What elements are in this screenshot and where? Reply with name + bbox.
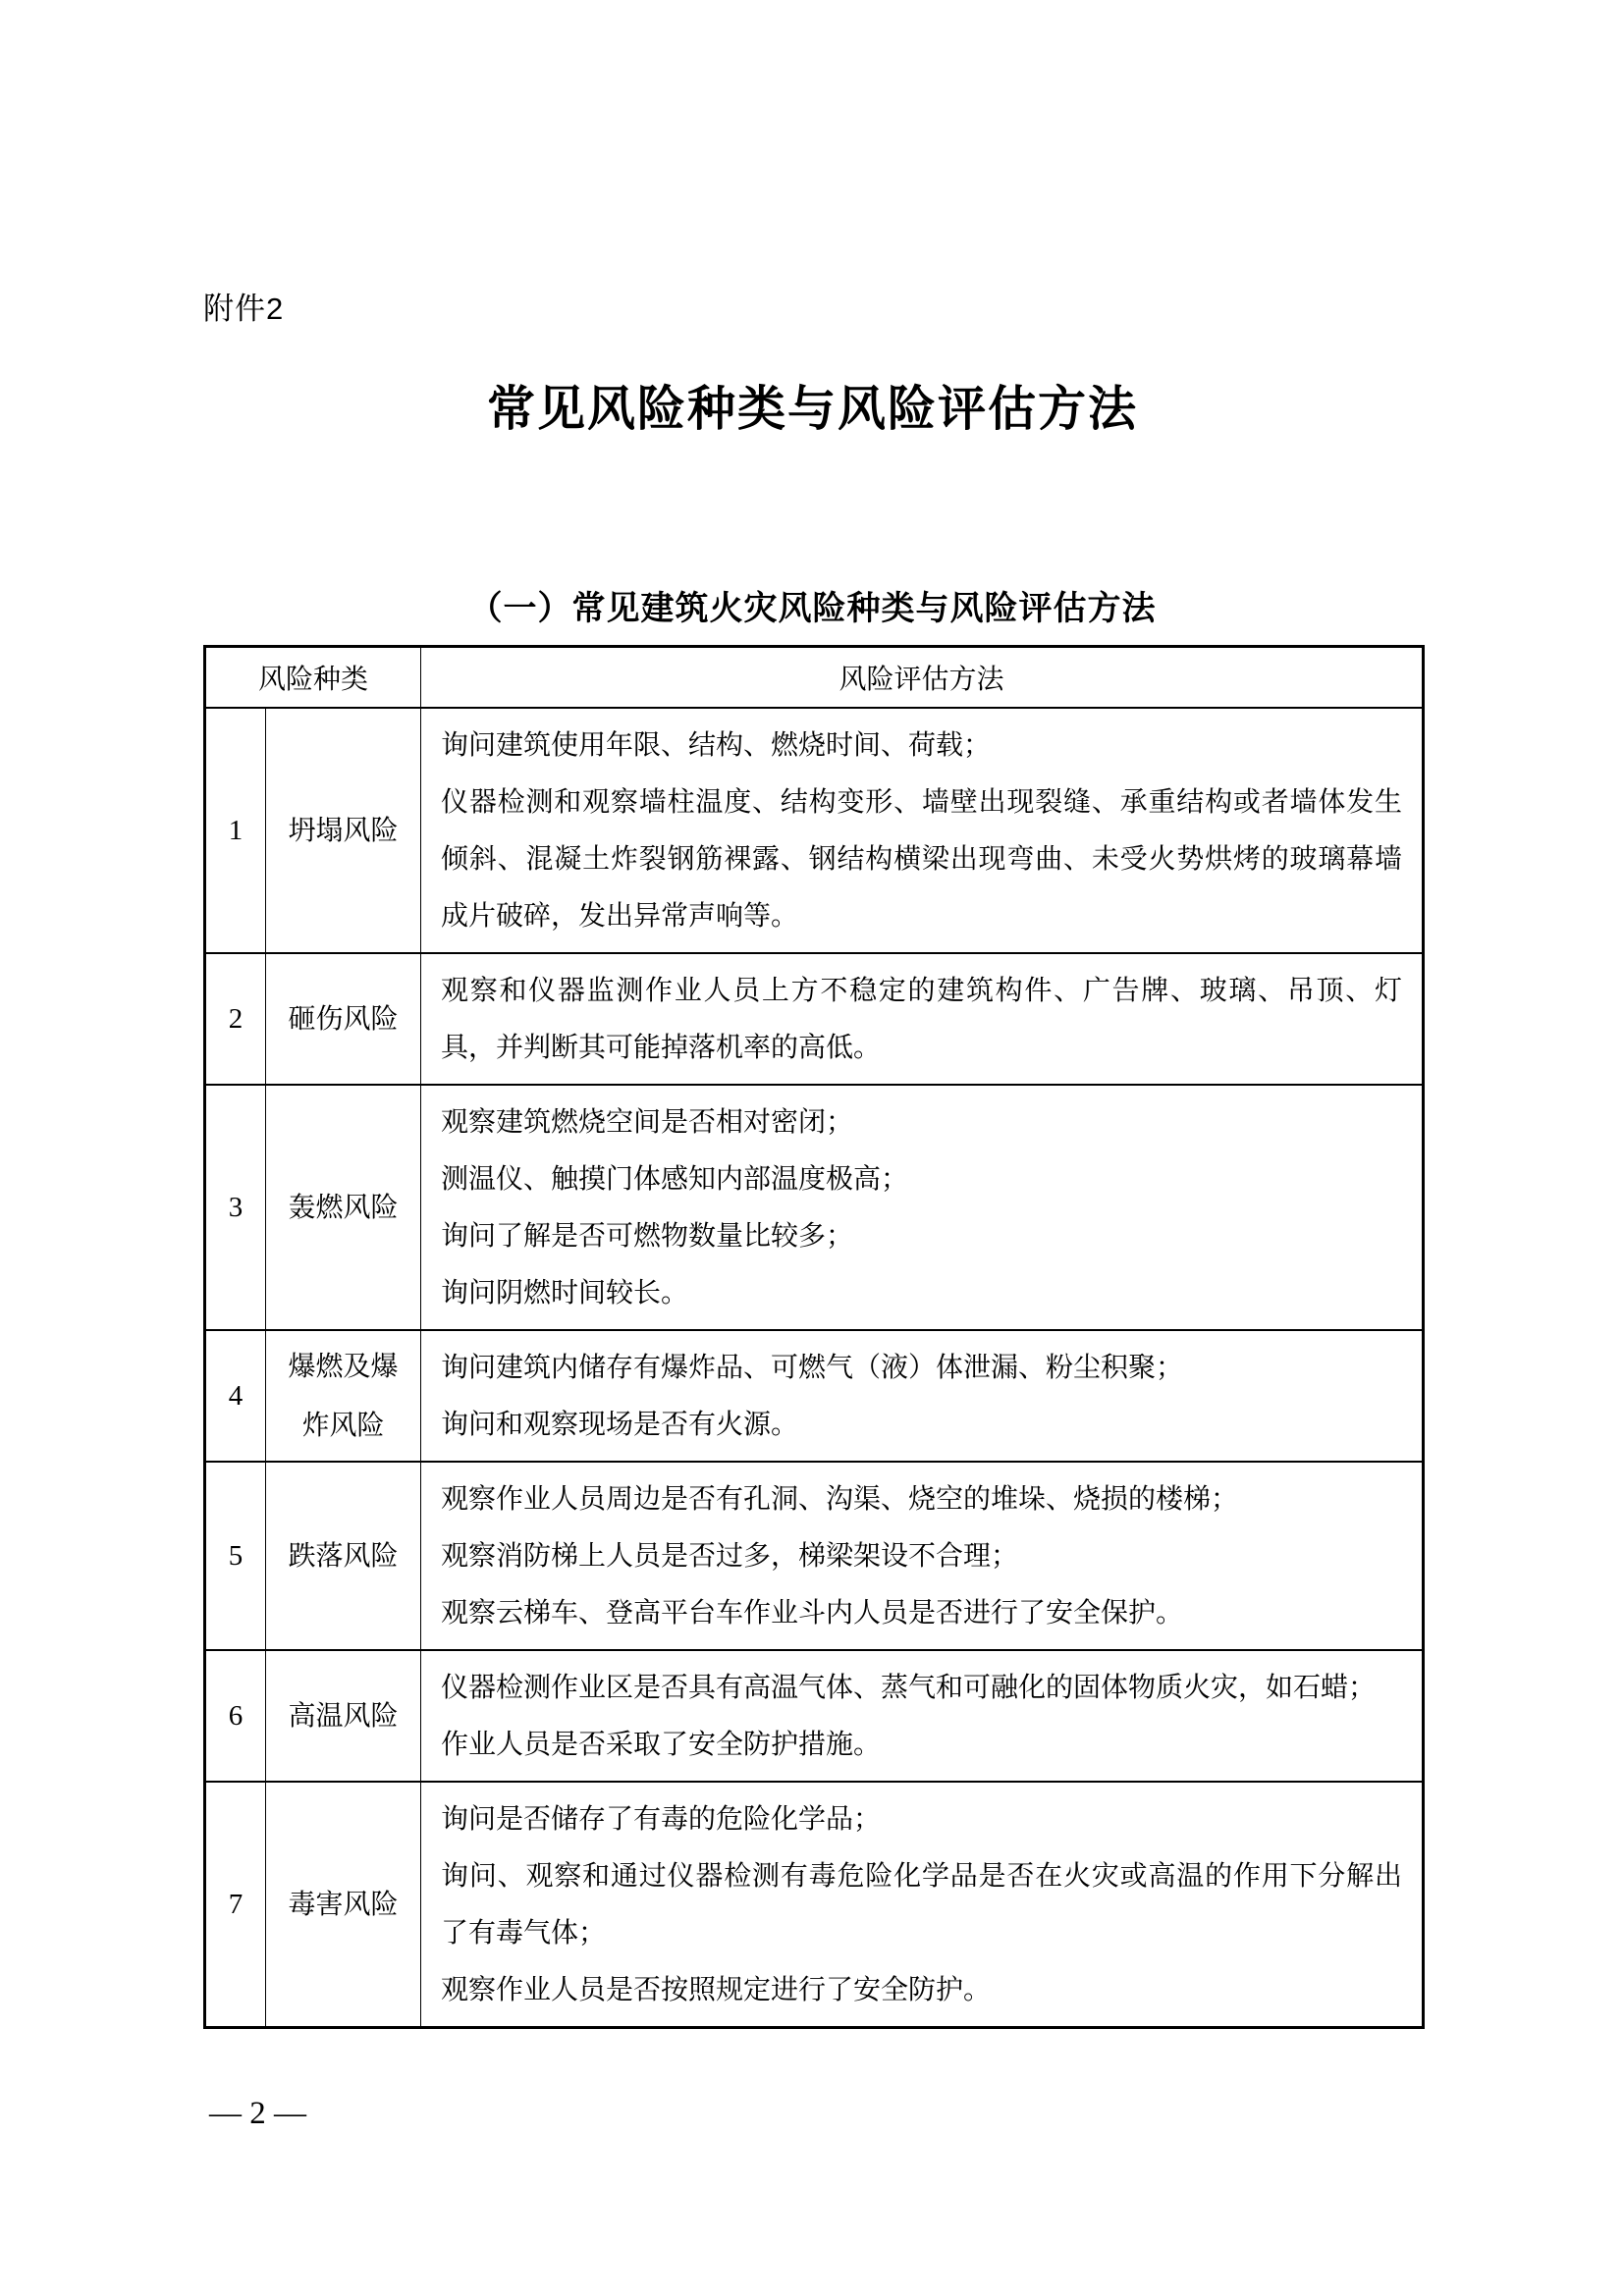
row-number: 5 (205, 1462, 266, 1650)
assessment-method-cell (421, 1330, 1424, 1462)
assessment-method-cell (421, 1085, 1424, 1330)
method-paragraph: 测温仪、触摸门体感知内部温度极高； (441, 1163, 909, 1195)
row-number: 6 (205, 1650, 266, 1782)
document-content (203, 0, 1422, 2132)
risk-type-cell: 轰燃风险 (266, 1085, 421, 1330)
risk-type-cell: 砸伤风险 (266, 953, 421, 1085)
row-number: 1 (205, 708, 266, 953)
risk-type-cell: 毒害风险 (266, 1782, 421, 2028)
table-row (205, 1085, 1424, 1330)
method-paragraph: 询问阴燃时间较长。 (441, 1277, 689, 1308)
method-paragraph: 观察云梯车、登高平台车作业斗内人员是否进行了安全保护。 (441, 1597, 1184, 1629)
assessment-method-cell (421, 1782, 1424, 2028)
assessment-method-cell (421, 708, 1424, 953)
method-paragraph: 作业人员是否采取了安全防护措施。 (441, 1729, 882, 1760)
assessment-method-cell (421, 1650, 1424, 1782)
attachment-label: 附件2 (203, 292, 285, 326)
method-paragraph: 仪器检测和观察墙柱温度、结构变形、墙壁出现裂缝、承重结构或者墙体发生倾斜、混凝土炸裂钢筋裸露、钢结构横梁出现弯曲、未受火势烘烤的玻璃幕墙成片破碎，发出异常声响等。 (441, 786, 1403, 932)
page-title: 常见风险种类与风险评估方法 (486, 382, 1138, 436)
method-paragraph: 询问和观察现场是否有火源。 (441, 1409, 799, 1440)
table-row (205, 1462, 1424, 1650)
method-paragraph: 观察建筑燃烧空间是否相对密闭； (441, 1106, 854, 1138)
method-paragraph: 观察消防梯上人员是否过多，梯梁架设不合理； (441, 1540, 1019, 1572)
table-row (205, 1782, 1424, 2028)
col-header-assessment-method: 风险评估方法 (421, 647, 1424, 709)
risk-type-cell: 高温风险 (266, 1650, 421, 1782)
risk-type-cell: 爆燃及爆炸风险 (266, 1330, 421, 1462)
table-header-row (205, 647, 1424, 709)
section-title: （一）常见建筑火灾风险种类与风险评估方法 (468, 590, 1157, 627)
col-header-risk-type: 风险种类 (205, 647, 421, 709)
method-paragraph: 观察作业人员是否按照规定进行了安全防护。 (441, 1974, 992, 2005)
method-paragraph: 询问、观察和通过仪器检测有毒危险化学品是否在火灾或高温的作用下分解出了有毒气体； (441, 1860, 1403, 1949)
method-paragraph: 仪器检测作业区是否具有高温气体、蒸气和可融化的固体物质火灾，如石蜡； (441, 1672, 1377, 1703)
row-number: 7 (205, 1782, 266, 2028)
method-paragraph: 询问是否储存了有毒的危险化学品； (441, 1803, 882, 1835)
table-row (205, 1330, 1424, 1462)
row-number: 2 (205, 953, 266, 1085)
method-paragraph: 观察和仪器监测作业人员上方不稳定的建筑构件、广告牌、玻璃、吊顶、灯具，并判断其可能掉落机率的高低。 (441, 975, 1403, 1063)
table-row (205, 1650, 1424, 1782)
row-number: 4 (205, 1330, 266, 1462)
page-number: — 2 — (209, 2096, 306, 2132)
table-row (205, 953, 1424, 1085)
assessment-method-cell (421, 953, 1424, 1085)
method-paragraph: 询问了解是否可燃物数量比较多； (441, 1220, 854, 1252)
method-paragraph: 询问建筑内储存有爆炸品、可燃气（液）体泄漏、粉尘积聚； (441, 1352, 1184, 1383)
risk-type-cell: 跌落风险 (266, 1462, 421, 1650)
method-paragraph: 询问建筑使用年限、结构、燃烧时间、荷载； (441, 729, 992, 761)
method-paragraph: 观察作业人员周边是否有孔洞、沟渠、烧空的堆垛、烧损的楼梯； (441, 1483, 1239, 1515)
risk-type-cell: 坍塌风险 (266, 708, 421, 953)
row-number: 3 (205, 1085, 266, 1330)
risk-table (203, 645, 1425, 2029)
assessment-method-cell (421, 1462, 1424, 1650)
table-row (205, 708, 1424, 953)
